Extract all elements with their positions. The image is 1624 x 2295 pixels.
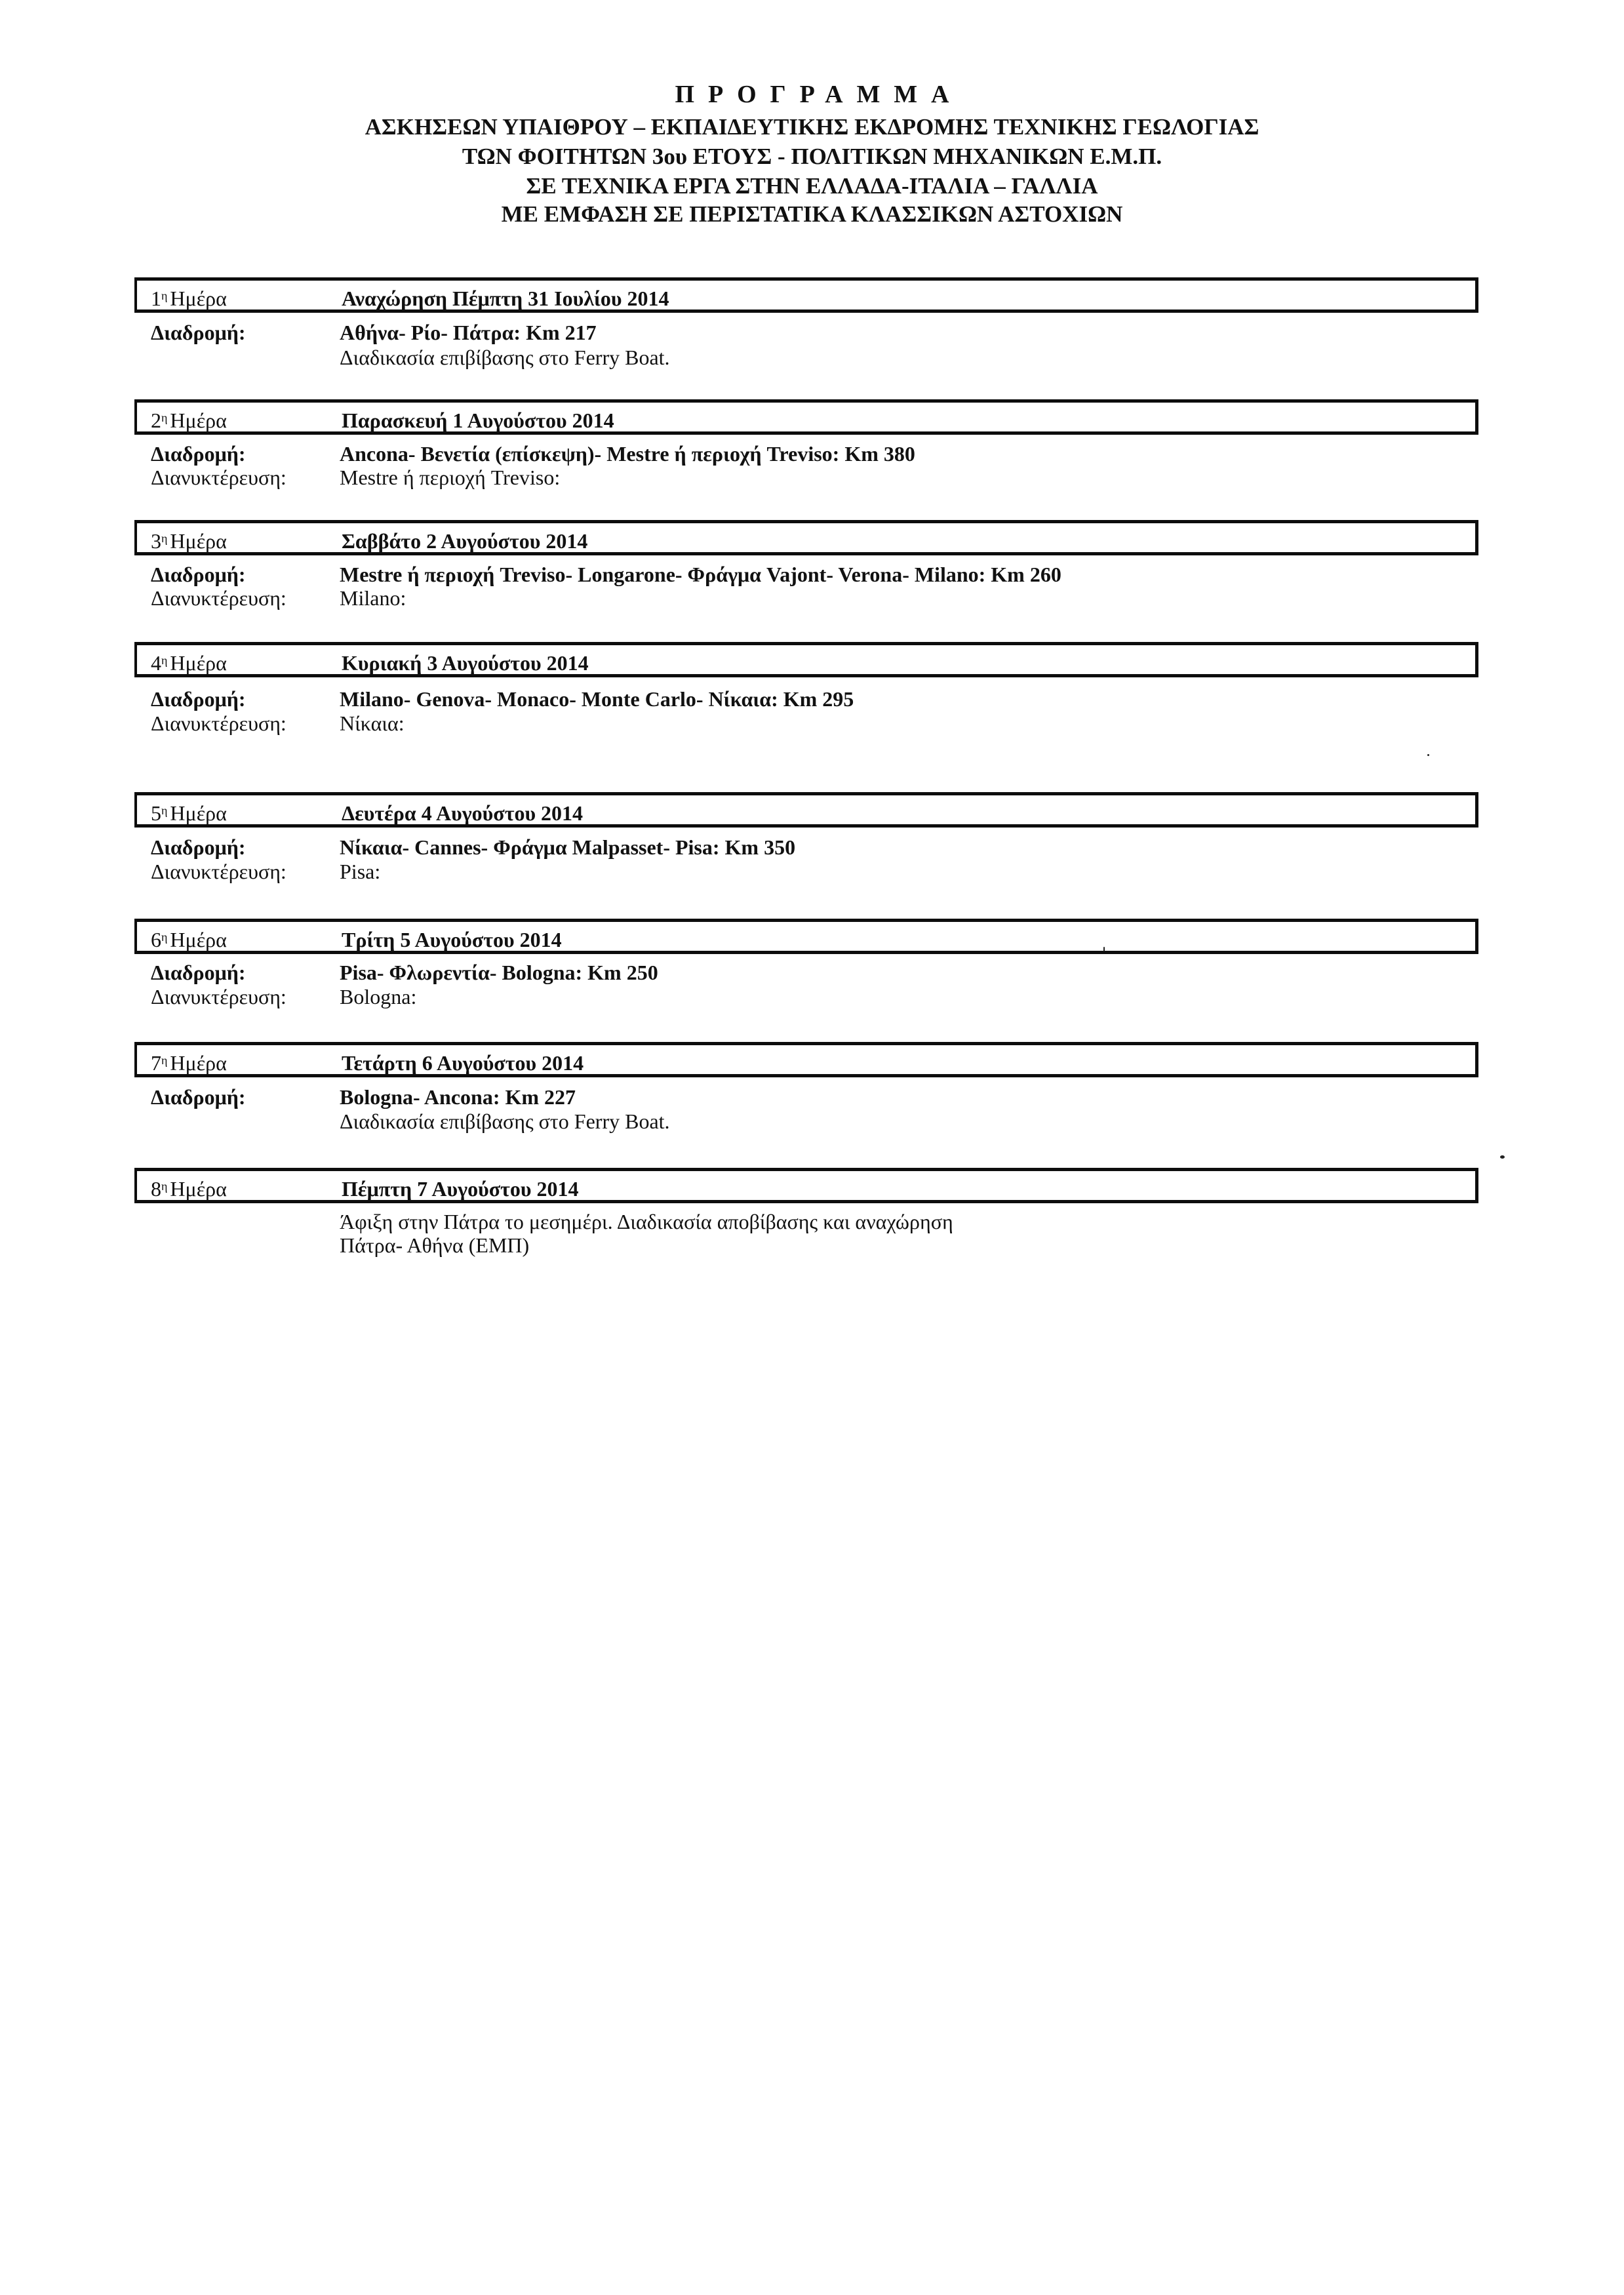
note-text: Διαδικασία επιβίβασης στο Ferry Boat.	[340, 1109, 670, 1133]
subtitle-line-1: ΑΣΚΗΣΕΩΝ ΥΠΑΙΘΡΟΥ – ΕΚΠΑΙΔΕΥΤΙΚΗΣ ΕΚΔΡΟΜΗΣ ΤΕΧΝΙΚΗΣ ΓΕΩΛΟΓΙΑΣ	[365, 114, 1259, 140]
overnight-label: Διανυκτέρευση:	[151, 860, 287, 883]
ordinal-suffix: η	[161, 289, 168, 302]
route-label: Διαδρομή:	[151, 961, 246, 984]
day-header-box	[134, 520, 1478, 555]
ordinal-suffix: η	[161, 532, 168, 545]
subtitle-line-2: ΤΩΝ ΦΟΙΤΗΤΩΝ 3ου ΕΤΟΥΣ - ΠΟΛΙΤΙΚΩΝ ΜΗΧΑΝΙΚΩΝ Ε.Μ.Π.	[462, 144, 1162, 169]
day-date: Κυριακή 3 Αυγούστου 2014	[342, 651, 589, 675]
overnight-label: Διανυκτέρευση:	[151, 466, 287, 489]
day-header-box	[134, 792, 1478, 828]
overnight-label: Διανυκτέρευση:	[151, 985, 287, 1008]
day-number-digit: 6	[151, 928, 161, 951]
day-number-digit: 4	[151, 651, 161, 675]
route-value: Mestre ή περιοχή Treviso- Longarone- Φράγμα Vajont- Verona- Milano: Km 260	[340, 563, 1061, 586]
subtitle-line-3: ΣΕ ΤΕΧΝΙΚΑ ΕΡΓΑ ΣΤΗΝ ΕΛΛΑΔΑ-ΙΤΑΛΙΑ – ΓΑΛΛΙΑ	[526, 173, 1098, 199]
day-header-box	[134, 277, 1478, 313]
day-date: Τετάρτη 6 Αυγούστου 2014	[342, 1051, 584, 1075]
day-number	[151, 928, 227, 951]
day-word: Ημέρα	[170, 1177, 227, 1201]
day-number	[151, 409, 227, 432]
route-value: Αθήνα- Ρίο- Πάτρα: Km 217	[340, 321, 597, 344]
overnight-value: Bologna:	[340, 985, 417, 1008]
day-date: Αναχώρηση Πέμπτη 31 Ιουλίου 2014	[342, 287, 669, 310]
day-date: Τρίτη 5 Αυγούστου 2014	[342, 928, 562, 951]
ordinal-suffix: η	[161, 804, 168, 817]
day-date: Παρασκευή 1 Αυγούστου 2014	[342, 409, 614, 432]
day-word: Ημέρα	[170, 651, 227, 675]
day-number-digit: 1	[151, 287, 161, 310]
day-header-box	[134, 919, 1478, 954]
day-header-box	[134, 1042, 1478, 1077]
day-word: Ημέρα	[170, 801, 227, 825]
day-number	[151, 801, 227, 825]
ordinal-suffix: η	[161, 411, 168, 424]
day-number-digit: 2	[151, 409, 161, 432]
route-label: Διαδρομή:	[151, 563, 246, 586]
day-header-box	[134, 1168, 1478, 1203]
note-text: Άφιξη στην Πάτρα το μεσημέρι. Διαδικασία αποβίβασης και αναχώρηση	[340, 1210, 953, 1233]
route-value: Milano- Genova- Monaco- Monte Carlo- Νίκαια: Km 295	[340, 687, 854, 711]
scan-speck	[1103, 947, 1105, 951]
overnight-label: Διανυκτέρευση:	[151, 711, 287, 735]
route-label: Διαδρομή:	[151, 687, 246, 711]
ordinal-suffix: η	[161, 1180, 168, 1193]
ordinal-suffix: η	[161, 654, 168, 667]
day-number	[151, 1177, 227, 1201]
day-number	[151, 529, 227, 553]
scan-speck	[1427, 754, 1429, 756]
overnight-label: Διανυκτέρευση:	[151, 586, 287, 610]
day-word: Ημέρα	[170, 529, 227, 553]
note-text: Διαδικασία επιβίβασης στο Ferry Boat.	[340, 346, 670, 369]
day-number	[151, 1051, 227, 1075]
day-header-box	[134, 399, 1478, 435]
subtitle-line-4: ΜΕ ΕΜΦΑΣΗ ΣΕ ΠΕΡΙΣΤΑΤΙΚΑ ΚΛΑΣΣΙΚΩΝ ΑΣΤΟΧΙΩΝ	[501, 201, 1123, 227]
overnight-value: Mestre ή περιοχή Treviso:	[340, 466, 561, 489]
day-word: Ημέρα	[170, 409, 227, 432]
day-number-digit: 5	[151, 801, 161, 825]
ordinal-suffix: η	[161, 1054, 168, 1067]
overnight-value: Milano:	[340, 586, 406, 610]
route-value: Ancona- Βενετία (επίσκεψη)- Mestre ή περιοχή Treviso: Km 380	[340, 442, 915, 466]
route-label: Διαδρομή:	[151, 321, 246, 344]
day-date: Σαββάτο 2 Αυγούστου 2014	[342, 529, 588, 553]
route-label: Διαδρομή:	[151, 442, 246, 466]
route-label: Διαδρομή:	[151, 1085, 246, 1109]
ordinal-suffix: η	[161, 930, 168, 944]
day-word: Ημέρα	[170, 287, 227, 310]
day-header-box	[134, 642, 1478, 677]
document-title: ΠΡΟΓΡΑΜΜΑ	[675, 81, 963, 108]
overnight-value: Pisa:	[340, 860, 381, 883]
route-label: Διαδρομή:	[151, 835, 246, 859]
scan-speck	[1500, 1155, 1505, 1159]
note-text-2: Πάτρα- Αθήνα (ΕΜΠ)	[340, 1233, 530, 1257]
route-value: Νίκαια- Cannes- Φράγμα Malpasset- Pisa: Km 350	[340, 835, 796, 859]
day-number	[151, 287, 227, 310]
day-word: Ημέρα	[170, 1051, 227, 1075]
day-number-digit: 3	[151, 529, 161, 553]
day-word: Ημέρα	[170, 928, 227, 951]
day-number-digit: 7	[151, 1051, 161, 1075]
route-value: Pisa- Φλωρεντία- Bologna: Km 250	[340, 961, 658, 984]
overnight-value: Νίκαια:	[340, 711, 405, 735]
day-number-digit: 8	[151, 1177, 161, 1201]
day-number	[151, 651, 227, 675]
route-value: Bologna- Ancona: Km 227	[340, 1085, 576, 1109]
day-date: Δευτέρα 4 Αυγούστου 2014	[342, 801, 584, 825]
day-date: Πέμπτη 7 Αυγούστου 2014	[342, 1177, 579, 1201]
